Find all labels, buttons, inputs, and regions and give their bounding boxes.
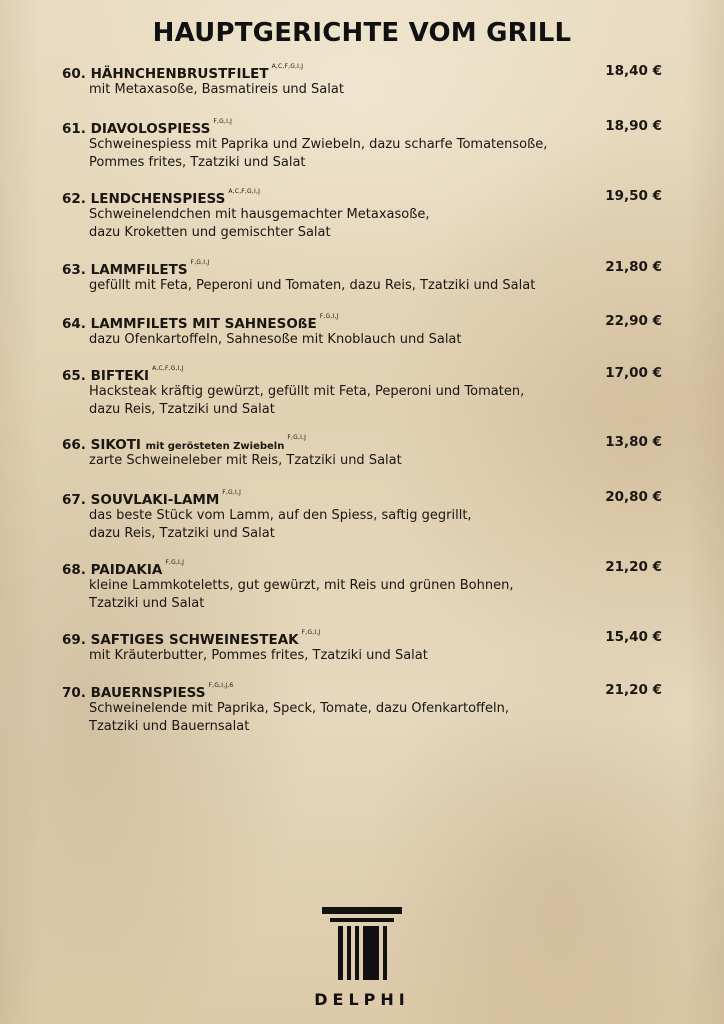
description-line: gefüllt mit Feta, Peperoni und Tomaten, dazu Reis, Tzatziki und Salat [89,278,536,293]
menu-item-name: PAIDAKIA [90,562,163,578]
menu-item-price: 17,00 € [605,365,662,381]
menu-item-price: 20,80 € [605,489,662,505]
menu-item-description [89,383,569,418]
page-title: HAUPTGERICHTE VOM GRILL [152,18,572,48]
description-line: Tzatziki und Bauernsalat [89,718,250,734]
menu-item-price: 21,20 € [605,682,662,698]
menu-item-description [89,206,569,241]
allergen-codes: F,G,I,J [319,313,339,320]
menu-item-number: 62. [62,191,86,207]
description-line: Schweinespiess mit Paprika und Zwiebeln, dazu scharfe Tomatensoße, [89,137,548,152]
description-line: Pommes frites, Tzatziki und Salat [89,154,306,170]
allergen-codes: F,G,I,J [287,434,307,441]
menu-item-name: LENDCHENSPIESS [90,191,226,207]
menu-item-description [89,577,569,612]
description-line: zarte Schweineleber mit Reis, Tzatziki und Salat [89,453,402,468]
menu-item-price: 19,50 € [605,188,662,204]
menu-item-number: 61. [62,121,86,137]
menu-item-description [89,507,569,542]
menu-item-description [89,331,569,349]
menu-item-price: 21,80 € [605,259,662,275]
menu-item-description [89,700,569,735]
menu-item-description [89,452,569,470]
menu-item-title [62,118,232,137]
menu-item-number: 60. [62,66,86,82]
allergen-codes: F,G,I,J [222,489,242,496]
menu-item-name: SAFTIGES SCHWEINESTEAK [90,632,299,648]
menu-item-description [89,81,569,99]
menu-item-price: 18,90 € [605,118,662,134]
menu-item-price: 18,40 € [605,63,662,79]
menu-item-title [62,313,339,332]
description-line: dazu Kroketten und gemischter Salat [89,224,331,240]
menu-item-title [62,63,303,82]
menu-item-title [62,489,241,508]
menu-item-number: 66. [62,437,86,453]
description-line: dazu Reis, Tzatziki und Salat [89,525,275,541]
menu-item-description [89,277,569,295]
menu-item-price: 15,40 € [605,629,662,645]
menu-item-number: 67. [62,492,86,508]
description-line: mit Metaxasoße, Basmatireis und Salat [89,82,344,97]
menu-item-number: 64. [62,316,86,332]
description-line: Schweinelendchen mit hausgemachter Metaxasoße, [89,207,430,222]
restaurant-logo-text: DELPHI [314,990,410,1009]
menu-item-name: BIFTEKI [90,368,150,384]
menu-item-title [62,682,233,701]
allergen-codes: A,C,F,G,I,J [271,63,304,70]
menu-item-name: DIAVOLOSPIESS [90,121,211,137]
menu-item-number: 70. [62,685,86,701]
menu-item-title [62,365,184,384]
allergen-codes: A,C,F,G,I,J [228,188,261,195]
description-line: das beste Stück vom Lamm, auf den Spiess, saftig gegrillt, [89,508,472,523]
description-line: Hacksteak kräftig gewürzt, gefüllt mit Feta, Peperoni und Tomaten, [89,384,525,399]
description-line: mit Kräuterbutter, Pommes frites, Tzatziki und Salat [89,648,428,663]
menu-item-description [89,647,569,665]
menu-item-description [89,136,569,171]
menu-item-number: 63. [62,262,86,278]
menu-item-name: SOUVLAKI-LAMM [90,492,220,508]
allergen-codes: F,G,I,J [165,559,185,566]
allergen-codes: F,G,I,J [213,118,233,125]
menu-item-number: 68. [62,562,86,578]
description-line: dazu Ofenkartoffeln, Sahnesoße mit Knoblauch und Salat [89,332,462,347]
menu-item-name: LAMMFILETS [90,262,188,278]
menu-item-title [62,259,209,278]
menu-item-number: 69. [62,632,86,648]
menu-item-title [62,434,306,453]
description-line: dazu Reis, Tzatziki und Salat [89,401,275,417]
menu-item-name: SIKOTI [90,437,141,453]
menu-item-number: 65. [62,368,86,384]
menu-item-title [62,559,184,578]
menu-item-name: BAUERNSPIESS [90,685,206,701]
description-line: Tzatziki und Salat [89,595,205,611]
menu-item-name: LAMMFILETS MIT SAHNESOßE [90,316,317,332]
allergen-codes: F,G,I,J [301,629,321,636]
description-line: kleine Lammkoteletts, gut gewürzt, mit Reis und grünen Bohnen, [89,578,514,593]
menu-item-price: 22,90 € [605,313,662,329]
menu-item-price: 13,80 € [605,434,662,450]
menu-item-subtitle: mit gerösteten Zwiebeln [145,441,285,452]
allergen-codes: A,C,F,G,I,J [152,365,184,372]
allergen-codes: F,G,I,J,6 [208,682,234,689]
menu-item-name: HÄHNCHENBRUSTFILET [90,66,269,82]
description-line: Schweinelende mit Paprika, Speck, Tomate, dazu Ofenkartoffeln, [89,701,509,716]
menu-item-price: 21,20 € [605,559,662,575]
menu-item-title [62,188,260,207]
menu-item-title [62,629,320,648]
allergen-codes: F,G,I,J [190,259,210,266]
